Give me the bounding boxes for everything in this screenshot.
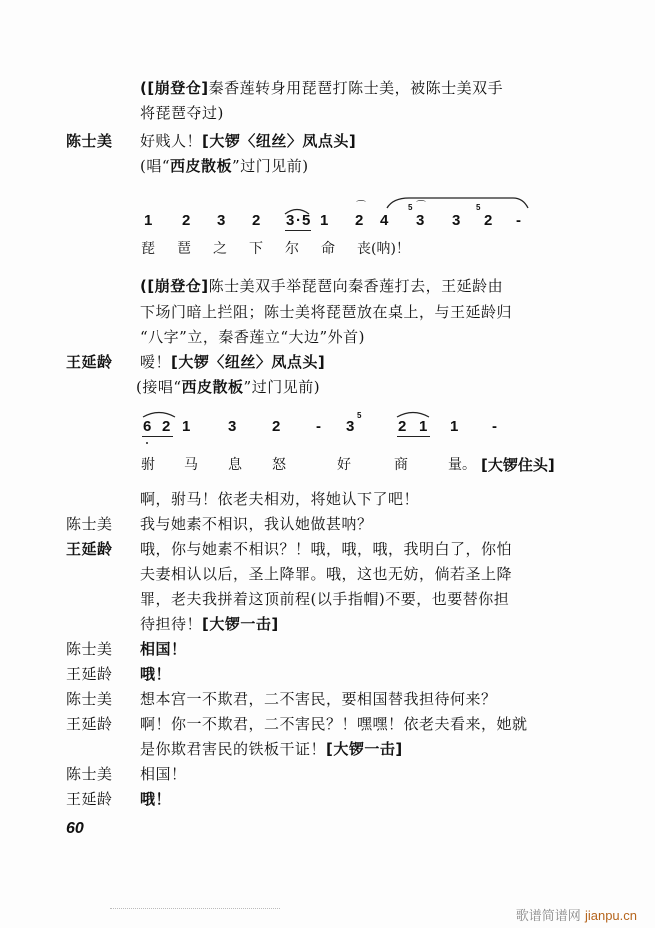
percussion-cue: [大锣一击] — [326, 740, 403, 758]
note: 3 — [228, 418, 237, 435]
speech-text: 相国！ — [140, 640, 187, 658]
speaker-name: 陈士美 — [66, 132, 113, 150]
stage-text: (接唱“ — [136, 378, 182, 396]
watermark-site: jianpu.cn — [584, 908, 637, 923]
singing-direction — [136, 377, 320, 397]
note: 3 — [452, 212, 461, 229]
stage-text: 秦香莲转身用琵琶打陈士美，被陈士美双手 — [208, 79, 504, 97]
stage-direction-line — [140, 78, 503, 98]
note: 2 — [398, 418, 407, 435]
lyric: 量。 — [448, 457, 476, 473]
grace-note: 5 — [408, 203, 413, 212]
stage-direction-line — [140, 302, 512, 322]
note: 3 — [217, 212, 226, 229]
speaker-name: 陈士美 — [66, 690, 113, 708]
tune-name: 西皮散板 — [181, 378, 244, 396]
speech-line — [140, 714, 528, 734]
lyric: 怒 — [272, 457, 286, 473]
slur-arc — [142, 410, 176, 418]
underline-beam — [285, 230, 311, 231]
lyric: 丧(呐)！ — [357, 241, 410, 257]
stage-text: ”过门见前) — [243, 378, 321, 396]
lyric: 好 — [337, 457, 351, 473]
speaker-name: 陈士美 — [66, 640, 113, 658]
grace-note: 5 — [357, 411, 362, 420]
lyric: 息 — [228, 457, 242, 473]
speech-line — [140, 614, 279, 634]
speaker-name: 陈士美 — [66, 515, 113, 533]
low-octave-dot — [146, 442, 148, 444]
lyric: 下 — [249, 241, 263, 257]
slur-arc — [396, 410, 430, 418]
percussion-cue: [大锣一击] — [202, 615, 279, 633]
dash-hold: - — [516, 212, 521, 229]
speech-text: 待担待！ — [140, 615, 203, 633]
speech-text: 好贱人！ — [140, 132, 203, 150]
speaker-name: 王延龄 — [66, 665, 113, 683]
note: 2 — [182, 212, 191, 229]
note: 1 — [182, 418, 191, 435]
speech-line — [140, 489, 419, 509]
fermata-icon: ⌒ — [356, 201, 366, 212]
lyric: 驸 — [141, 457, 155, 473]
speech-text: 想本宫一不欺君，二不害民，要相国替我担待何来？ — [140, 690, 497, 708]
note: 2 — [162, 418, 171, 435]
speech-line — [140, 589, 509, 609]
note: 1 — [144, 212, 153, 229]
speech-text: 啊，驸马！依老夫相劝，将她认下了吧！ — [140, 490, 420, 508]
speech-line — [140, 789, 171, 809]
lyric: 马 — [184, 457, 198, 473]
stage-text: (唱“ — [140, 157, 171, 175]
note-dot: · — [296, 212, 301, 229]
percussion-cue: ([崩登仓] — [140, 79, 209, 97]
speech-text: 嗳！ — [140, 353, 172, 371]
speech-text: 哦！ — [140, 790, 172, 808]
note: 5 — [302, 212, 311, 229]
underline-beam — [397, 436, 430, 437]
stage-direction-line — [140, 276, 503, 296]
underline-beam — [142, 436, 173, 437]
stage-text: 下场门暗上拦阻；陈士美将琵琶放在桌上，与王延龄归 — [140, 303, 513, 321]
speech-line — [140, 764, 187, 784]
stage-direction-line — [140, 103, 224, 123]
stage-direction-line — [140, 327, 365, 347]
note: 3 — [346, 418, 355, 435]
speaker-name: 王延龄 — [66, 790, 113, 808]
lyric: 琵 — [141, 241, 155, 257]
note: 3 — [416, 212, 425, 229]
percussion-cue: ([崩登仓] — [140, 277, 209, 295]
speech-line — [140, 131, 356, 151]
page-number: 60 — [66, 820, 84, 837]
speaker-name: 陈士美 — [66, 765, 113, 783]
watermark-cn: 歌谱简谱网 — [515, 909, 581, 924]
note: 2 — [484, 212, 493, 229]
speaker-name: 王延龄 — [66, 715, 113, 733]
speech-line — [140, 739, 403, 759]
dash-hold: - — [316, 418, 321, 435]
speech-line — [140, 639, 187, 659]
stage-text: ”过门见前) — [232, 157, 309, 175]
scan-artifact — [110, 908, 280, 912]
fermata-icon: ⌒ — [416, 201, 426, 212]
percussion-cue: [大锣〈纽丝〉凤点头] — [171, 353, 326, 371]
stage-text: “八字”立，秦香莲立“大边”外首) — [140, 328, 366, 346]
stage-text: 将琵琶夺过) — [140, 104, 224, 122]
speech-text: 是你欺君害民的铁板干证！ — [140, 740, 327, 758]
speech-text: 哦！ — [140, 665, 172, 683]
lyric: 琶 — [177, 241, 191, 257]
note: 2 — [355, 212, 364, 229]
note: 1 — [450, 418, 459, 435]
speech-text: 夫妻相认以后，圣上降罪。哦，这也无妨，倘若圣上降 — [140, 565, 513, 583]
stage-text: 陈士美双手举琵琶向秦香莲打去，王延龄由 — [208, 277, 504, 295]
dash-hold: - — [492, 418, 497, 435]
note: 1 — [419, 418, 428, 435]
speech-text: 我与她素不相识，我认她做甚呐？ — [140, 515, 373, 533]
speech-text: 相国！ — [140, 765, 187, 783]
lyric: 尔 — [285, 241, 299, 257]
speech-line — [140, 564, 512, 584]
tune-name: 西皮散板 — [170, 157, 233, 175]
speech-line — [140, 514, 373, 534]
speech-text: 哦，你与她素不相识？！哦，哦，哦，我明白了，你怕 — [140, 540, 513, 558]
speech-line — [140, 689, 497, 709]
note: 3 — [286, 212, 295, 229]
speech-line — [140, 352, 325, 372]
note: 2 — [272, 418, 281, 435]
percussion-cue: [大锣住头] — [481, 456, 555, 474]
lyric: 之 — [213, 241, 227, 257]
note: 4 — [380, 212, 389, 229]
singing-direction — [140, 156, 309, 176]
speech-text: 罪，老夫我拼着这顶前程(以手指帽)不要，也要替你担 — [140, 590, 510, 608]
percussion-cue: [大锣〈纽丝〉凤点头] — [202, 132, 357, 150]
speech-line — [140, 664, 171, 684]
lyric: 商 — [394, 457, 408, 473]
speech-line — [140, 539, 512, 559]
note: 1 — [320, 212, 329, 229]
speech-text: 啊！你一不欺君，二不害民？！嘿嘿！依老夫看来，她就 — [140, 715, 528, 733]
speaker-name: 王延龄 — [66, 353, 113, 371]
speaker-name: 王延龄 — [66, 540, 113, 558]
note: 2 — [252, 212, 261, 229]
lyric: 命 — [321, 241, 335, 257]
watermark — [516, 905, 637, 924]
grace-note: 5 — [476, 203, 481, 212]
note: 6 — [143, 418, 152, 435]
